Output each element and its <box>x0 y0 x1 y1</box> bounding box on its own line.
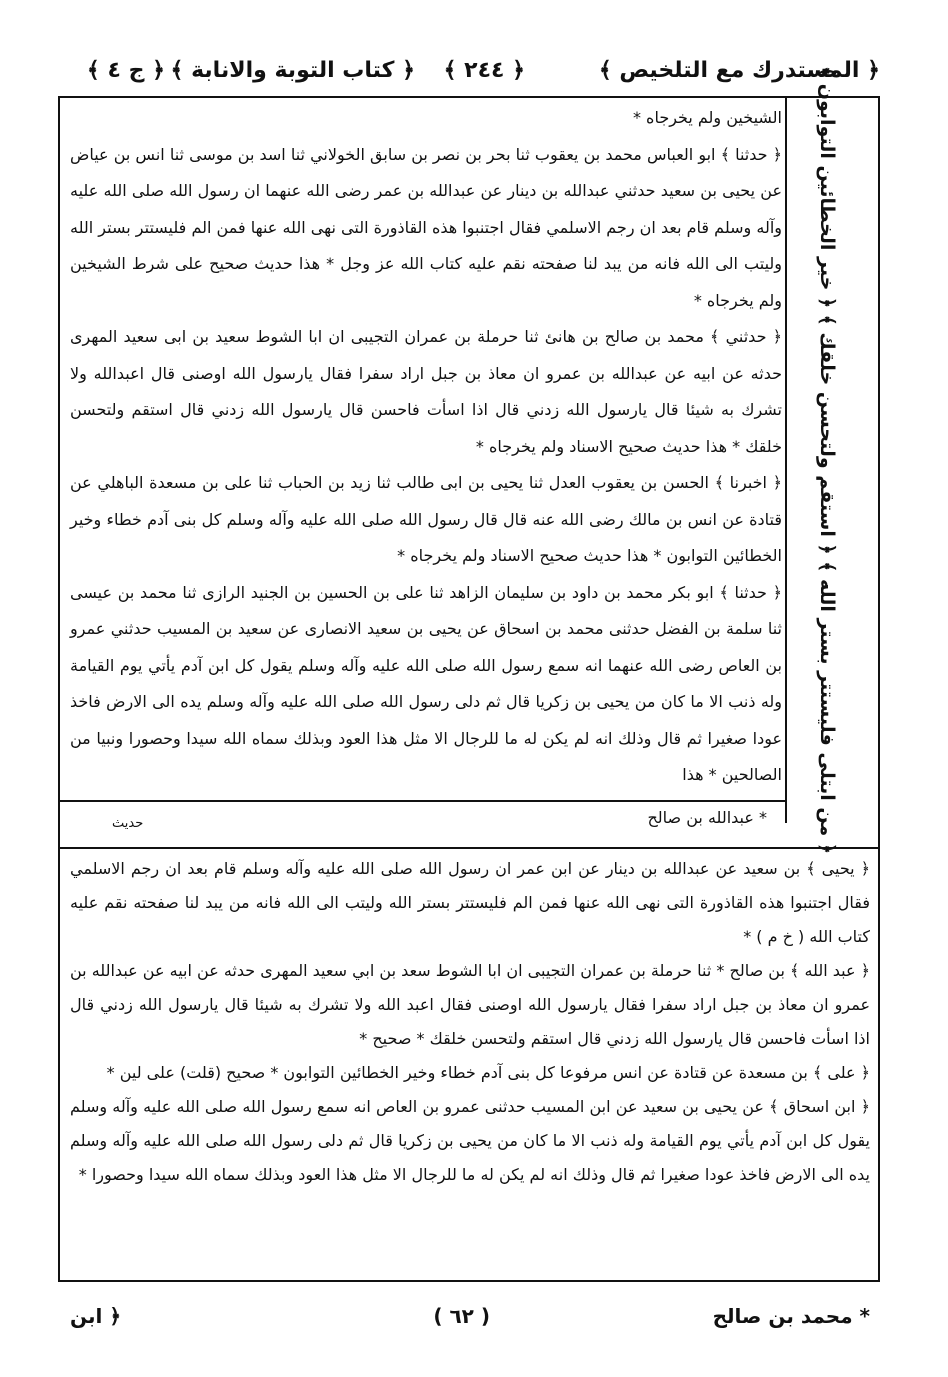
page-footer <box>60 1300 880 1340</box>
main-paragraph: ﴿ اخبرنا ﴾ الحسن بن يعقوب العدل ثنا يحيى بن ابى طالب ثنا زيد بن الحباب ثنا على بن مسعدة الباهلي عن قتادة عن انس بن مالك رضى الله عنه قال قال رسول الله صلى الله عليه وآله وسلم كل بنى آدم خطاء وخير الخطائين التوابون * هذا حديث صحيح الاسناد ولم يخرجاه * <box>70 473 782 565</box>
divider-line <box>58 847 880 849</box>
page-header <box>60 52 880 96</box>
main-paragraph: الشيخين ولم يخرجاه * <box>632 108 782 127</box>
main-text-block <box>70 100 782 800</box>
summary-paragraph: ﴿ ابن اسحاق ﴾ عن يحيى بن سعيد عن ابن المسيب حدثنى عمرو بن العاص انه سمع رسول الله صلى الله عليه وآله وسلم يقول كل ابن آدم يأتي يوم القيامة وله ذنب الا ما كان من يحيى بن زكريا قال ثم دلى رسول الله صلى الله عليه وآله وسلم يده الى الارض فاخذ عودا صغيرا ثم قال وذلك انه لم يكن له ما للرجال الا مثل هذا العود وبذلك سماه الله سيدا وحصورا * <box>70 1097 870 1184</box>
footnote-row <box>62 802 777 842</box>
summary-paragraph: ﴿ على ﴾ بن مسعدة عن قتادة عن انس مرفوعا كل بنى آدم خطاء وخير الخطائين التوابون * صحيح (قلت) على لين * <box>106 1063 870 1082</box>
page-number-top: ﴿ ٢٤٤ ﴾ <box>443 58 525 83</box>
margin-note: ﴿ من ابتلى فليستتر بستر الله ﴾ ﴿ استقم ولتحسن خلقك ﴾ ﴿ خير الخطائين التوابون ﴾ <box>816 66 838 854</box>
main-paragraph: ﴿ حدثنا ﴾ ابو بكر محمد بن داود بن سليمان الزاهد ثنا على بن الحسين بن الجنيد الرازى ثنا محمد بن عيسى ثنا سلمة بن الفضل حدثنى محمد بن اسحاق عن يحيى بن سعيد الانصارى عن سعيد بن المسيب حدثني عمرو بن العاص رضى الله عنهما انه سمع رسول الله صلى الله عليه وآله وسلم يقول كل ابن آدم يأتي يوم القيامة وله ذنب الا ما كان من يحيى بن زكريا قال ثم دلى رسول الله صلى الله عليه وآله وسلم يده الى الارض فاخذ عودا صغيرا ثم قال وذلك انه لم يكن له ما للرجال الا مثل هذا العود وبذلك سماه الله سيدا وحصورا ونبيا من الصالحين * هذا <box>70 582 782 784</box>
footnote-right: * عبدالله بن صالح <box>647 808 767 827</box>
main-paragraph: ﴿ حدثنا ﴾ ابو العباس محمد بن يعقوب ثنا بحر بن نصر بن سابق الخولاني ثنا اسد بن موسى ثنا انس بن عياض عن يحيى بن سعيد حدثني عبدالله بن دينار عن عبدالله بن عمر رضى الله عنهما ان رسول الله صلى الله عليه وآله وسلم قام بعد ان رجم الاسلمي فقال اجتنبوا هذه القاذورة التى نهى الله عنها فمن الم فليستتر بستر الله وليتب الى الله فانه من يبد لنا صفحته نقم عليه كتاب الله عز وجل * هذا حديث صحيح على شرط الشيخين ولم يخرجاه * <box>70 144 782 310</box>
summary-paragraph: ﴿ يحيى ﴾ بن سعيد عن عبدالله بن دينار عن ابن عمر ان رسول الله صلى الله عليه وآله وسلم قام بعد ان رجم الاسلمي فقال اجتنبوا هذه القاذورة التى نهى الله عنها فمن الم فليستتر بستر الله وليتب الى الله فانه من يبد لنا صفحته نقم عليه كتاب الله ( خ م ) * <box>70 859 870 946</box>
catchword-right: * محمد بن صالح <box>712 1304 870 1328</box>
main-paragraph: ﴿ حدثني ﴾ محمد بن صالح بن هانئ ثنا حرملة بن عمران التجيبى ان ابا الشوط سعيد بن ابى سعيد المهرى حدثه عن ابيه عن عبدالله بن عمرو ان معاذ بن جبل اراد سفرا فقال يارسول الله اوصنى قال اعبدالله ولا تشرك به شيئا قال يارسول الله زدني قال اذا اسأت فاحسن قال يارسول الله زدني قال استقم ولتحسن خلقك * هذا حديث صحيح الاسناد ولم يخرجاه * <box>70 327 782 456</box>
volume-label: ﴿ ج ٤ ﴾ <box>86 58 165 83</box>
summary-paragraph: ﴿ عبد الله ﴾ بن صالح * ثنا حرملة بن عمران التجيبى ان ابا الشوط سعد بن ابي سعيد المهرى حدثه عن ابيه عن عبدالله بن عمرو ان معاذ بن جبل اراد سفرا فقال يارسول الله اوصنى فقال اعبد الله ولا تشرك به شيئا قال يارسول الله زدني قال اذا اسأت فاحسن قال يارسول الله زدني قال استقم ولتحسن خلقك * صحيح * <box>70 961 870 1048</box>
page-number-bottom: ( ٦٢ ) <box>433 1304 490 1328</box>
catchword-left: ﴿ ابن <box>70 1304 122 1328</box>
summary-text-block <box>70 852 870 1272</box>
footnote-left: حديث <box>112 816 144 831</box>
running-title: ﴿ المستدرك مع التلخيص ﴾ <box>598 58 880 83</box>
book-title: ﴿ كتاب التوبة والانابة ﴾ <box>170 58 415 83</box>
